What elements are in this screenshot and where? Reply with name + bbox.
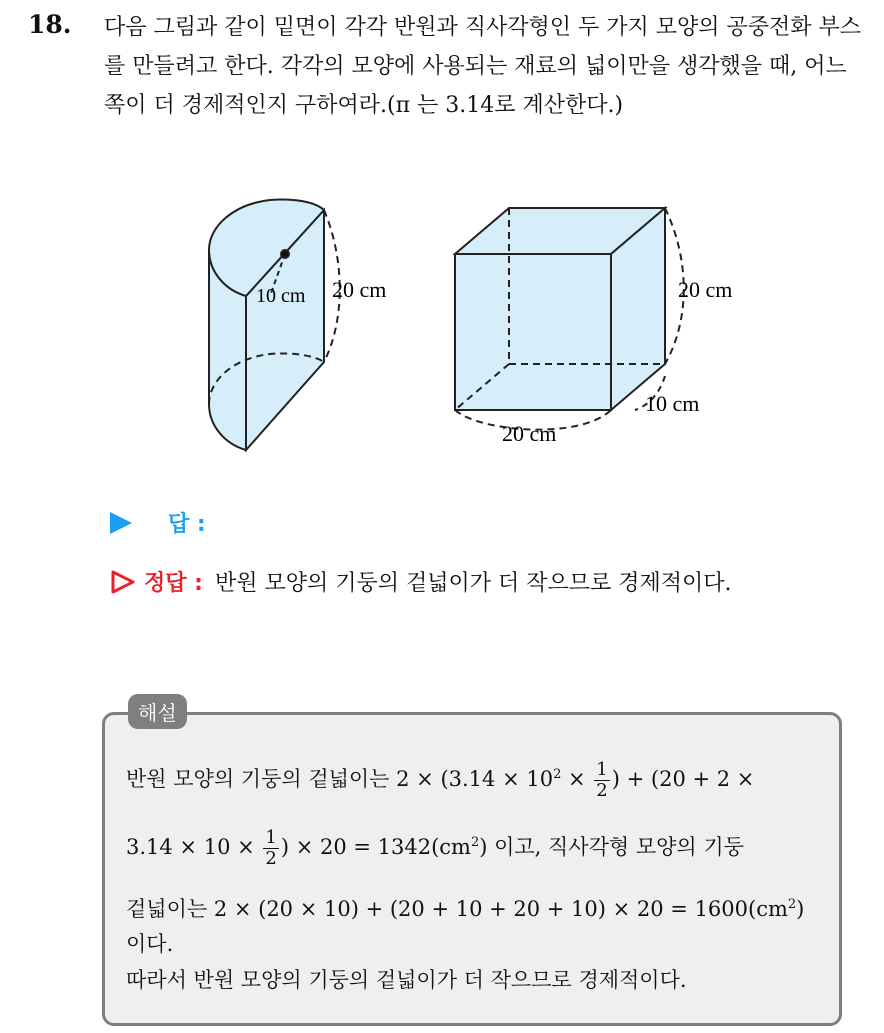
explanation-line-5: 따라서 반원 모양의 기둥의 겉넓이가 더 작으므로 경제적이다.	[126, 968, 687, 992]
correct-answer-text: 반원 모양의 기둥의 겉넓이가 더 작으므로 경제적이다.	[214, 571, 732, 596]
answer-label: 답 :	[168, 512, 206, 537]
explanation-text: ) + (20 + 2 ×	[611, 767, 755, 791]
numerator: 1	[596, 759, 608, 780]
explanation-text: ) 이고, 직사각형 모양의 기둥	[479, 835, 744, 859]
box-height-label: 20 cm	[678, 277, 733, 302]
exponent: 2	[553, 767, 562, 782]
explanation-text: ×	[561, 767, 593, 791]
explanation-text: ) × 20 = 1342(cm	[280, 835, 471, 859]
explanation-text: 3.14 × 10 ×	[126, 835, 262, 859]
numerator: 1	[265, 827, 277, 848]
cylinder-radius-label: 10 cm	[256, 285, 306, 307]
explanation-tag: 해설	[128, 694, 187, 729]
figure	[0, 0, 884, 480]
explanation-text: 겉넓이는 2 × (20 × 10) + (20 + 10 + 20 + 10) × 20 = 1600(cm	[126, 897, 788, 921]
denominator: 2	[265, 848, 277, 869]
fraction	[263, 828, 278, 869]
play-filled-icon	[110, 512, 132, 534]
box-depth-label: 10 cm	[645, 391, 700, 416]
exponent: 2	[787, 897, 797, 912]
answer-row	[110, 507, 206, 538]
explanation-line-1	[126, 760, 754, 801]
denominator: 2	[596, 780, 608, 801]
explanation-line-3	[126, 893, 804, 923]
box-width-label: 20 cm	[502, 421, 557, 446]
cylinder-height-label: 20 cm	[332, 277, 387, 302]
exponent: 2	[470, 835, 480, 850]
explanation-line-4: 이다.	[126, 932, 174, 956]
question-text: 다음 그림과 같이 밑면이 각각 반원과 직사각형인 두 가지 모양의 공중전화 부스를 만들려고 한다. 각각의 모양에 사용되는 재료의 넓이만을 생각했을 때, 어느 쪽이 더 경제적인지 구하여라.(π 는 3.14로 계산한다.)	[104, 15, 861, 118]
box-front-face	[455, 254, 611, 410]
explanation-text: 반원 모양의 기둥의 겉넓이는 2 × (3.14 × 10	[126, 767, 554, 791]
fraction	[594, 760, 609, 801]
correct-answer-row	[110, 566, 731, 597]
play-outline-icon	[110, 569, 136, 595]
half-cylinder-figure	[209, 199, 340, 450]
explanation-line-2	[126, 828, 744, 869]
explanation-text: )	[796, 897, 805, 921]
correct-answer-label: 정답 :	[144, 571, 203, 596]
center-point	[281, 250, 289, 258]
question-number: 18.	[28, 10, 72, 39]
